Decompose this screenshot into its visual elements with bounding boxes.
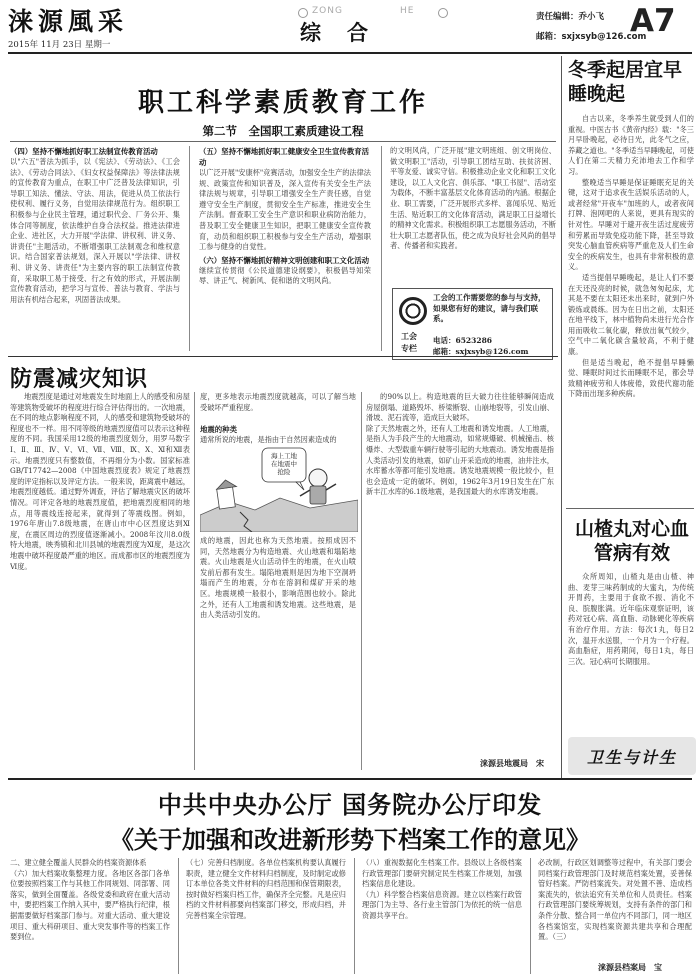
figure-title: 地震的种类 — [200, 425, 237, 434]
article-title: 防震减灾知识 — [10, 366, 149, 392]
divider — [10, 141, 556, 142]
article-column — [10, 392, 190, 772]
article-title: 冬季起居宜早睡晚起 — [568, 59, 683, 105]
body-text: 众所周知，山楂丸是由山楂、神曲、麦芽三味药制成的大蜜丸，为传统开胃药，主要用于食欲不振、消化不良、脘腹胀满。近年临床观察证明，该药对冠心病、高血脂、动脉硬化等疾病有治疗作用。方法：每次1丸，每日2次，温开水送服，一个月为一个疗程。高血脂症，用药期间，每日1丸，每日三次。冠心病可长期服用。 — [568, 572, 694, 666]
body-text: 继续宣传贯彻《公民道德建设纲要》，积极倡导知荣辱、讲正气、树新风、促和谐的文明风尚。 — [199, 265, 371, 286]
section-title: 综合 — [300, 20, 394, 45]
body-text: 地震烈度是通过对地震发生时地面上人的感受和房屋等建筑物受破坏的程度进行综合评估得出的。一次地震，在不同的地点影响程度不同，人的感受和建筑物受破坏的程度也不一样。用不同等级的地震烈度值可以表示这种程度的不同。我国采用12级的地震烈度划分，用罗马数字Ⅰ、Ⅱ、Ⅲ、Ⅳ、Ⅴ、Ⅵ、Ⅶ、Ⅷ、Ⅸ、Ⅹ、Ⅺ和Ⅻ表示。地震烈度只有整数值，不再细分为小数。国家标准GB/T17742—2008《中国地震烈度表》规定了地震烈度的评定指标以及评定方法。一般来说，距离震中越远，地震烈度越低。通过野外调查，评估了解地震灾区的破坏情况。可评定各地的地震烈度值，把地震烈度相同的地点，用等震线连接起来，就得到了等震线图。例如，1976年唐山7.8级地震，在唐山市中心区烈度达到Ⅺ度，在震区周边的烈度值逐渐减小。2008年汶川8.0级特大地震，映秀镇和北川县城的地震烈度为Ⅺ度，是这次地震中破坏程度最严重的地区。而成都市区的地震烈度为Ⅵ度。 — [10, 392, 190, 571]
editor-email: 邮箱：sxjxsyb@126.com — [536, 32, 647, 42]
column-rule — [530, 858, 531, 974]
body-text: 整晚适当早睡是保证睡眠充足的关键，这对于追求夜生活娱乐活动的人，或者经常"开夜车"加班的人，或者夜间打牌、泡网吧的人来说，更具有现实的针对性。早睡对于避开夜生活过度疲劳和劳累而导致免疫功能下降，甚至导致突发心脑血管疾病等严重危及人们生命安全的疾病发生，也具有非常积极的意义。 — [568, 177, 694, 272]
ad-email: 邮箱：sxjxsyb@126.com — [433, 347, 529, 356]
health-section-banner: 卫生与计生 — [568, 737, 696, 775]
ad-message: 工会的工作需要您的参与与支持，如果您有好的建议，请与我们联系。 — [433, 293, 546, 323]
section-heading: （六）坚持不懈地抓好精神文明创建和职工文化活动 — [199, 255, 369, 265]
header-ornament — [438, 8, 448, 18]
article-column — [366, 392, 554, 754]
column-rule — [561, 56, 562, 778]
column-rule — [178, 858, 179, 974]
body-text: （七）完善归档制度。各单位档案机构要认真履行职责，建立健全文件材料归档制度，及时制定或修订本单位各类文件材料的归档范围和保管期限表，按时做好档案归档工作，确保齐全完整。凡是应归档的文件材料都要向档案部门移交，形成归档，并完善档案全宗管理。 — [186, 858, 346, 920]
ad-label: 专栏 — [401, 343, 417, 353]
article-column — [199, 146, 371, 351]
body-text: 以"六五"普法为抓手，以《宪法》、《劳动法》、《工会法》、《劳动合同法》、《妇女权益保障法》等法律法规的宣传教育为重点，在职工中广泛普及法律知识，引导职工知法、懂法、守法、用法，促进从员工依法行使权利、履行义务，自觉用法律规范行为。组织职工积极参与企业民主管理，通过职代会、厂务公开、集体合同等制度，依法维护自身合法权益。推进法律进企业、进社区，大力开展"学法律、讲权利、讲义务、讲责任"主题活动，不断增强职工法制观念和维权意识。结合国家普法规划，深入开展以"学法律、讲权利、讲义务、讲责任"为主要内容的职工法制宣传教育，采取职工易于接受、行之有效的形式，开展法制宣传教育活动，把学习与宣传、普法与教育、学法与用法有机结合起来，巩固普法成果。 — [10, 157, 180, 304]
body-text: 度，更多地表示地震烈度就越高，可以了解当地受破坏严重程度。 — [200, 392, 356, 412]
article-column — [568, 572, 694, 732]
body-text: 的90%以上。构造地震的巨大破力往往能够瞬间造成房屋倒塌、道路毁坏、桥梁断裂、山崩地裂等，引发山崩、滑坡、泥石流等，造成巨大破坏。 除了天然地震之外，还有人工地震和诱发地震。人工地震，是指人为手段产生的大地震动，如常规爆破、机械撞击、核爆炸、大型载重车辆行驶等引起的大地震动。诱发地震是指人类活动引发的地震，如矿山开采造成的地震，油井注水，水库蓄水等都可能引发地震。诱发地震规模一般比较小，但也会造成一定的破坏。例如，1962年3月19日发生在广东新丰江水库的6.1级地震，是我国最大的水库诱发地震。 — [366, 392, 554, 497]
divider — [8, 356, 558, 357]
section-heading: （五）坚持不懈地抓好职工健康安全卫生宣传教育活动 — [199, 147, 369, 167]
column-rule — [354, 858, 355, 974]
ad-label: 工会 — [401, 331, 417, 341]
article-title: 《关于加强和改进新形势下档案工作的意见》 — [110, 825, 590, 854]
article-column — [186, 858, 346, 974]
section-pinyin-left: ZONG — [312, 6, 343, 16]
body-text: （八）重视数据化生档案工作。县级以上各级档案行政管理部门要研究制定民生档案工作规划，加强档案信息化建设。 （九）科学整合档案信息资源。建立以档案行政管理部门为主导、各行业主管部门为依托的统一信息资源共享平台。 — [362, 858, 522, 920]
body-text: 必改制，行政区划调整等过程中，有关部门要会同档案行政管理部门及时规范档案处置，妥善保管好档案。严防档案流失。对处置不善、造成档案流失的，依法追究有关单位和人员责任。档案行政管理部门要统筹规划，支持有条件的部门和条件分散、整合同一单位内不同部门，同一地区各档案馆室，实现档案资源共建共享和合理配置。（三） — [538, 858, 692, 942]
body-text: 但是适当晚起，绝不提倡早睡懒觉、睡眠时间过长而睡眠不足，都会导致精神疲劳和人体疲倦，致使代谢功能下降而出现多种疾病。 — [568, 357, 694, 399]
body-text: 以广泛开展"安康杯"竞赛活动，加强安全生产的法律法规、政策宣传和知识普及，深入宣传有关安全生产法律法规与规章，引导职工增强安全生产责任感，自觉遵守安全生产制度，贯彻安全生产标准，推进安全生产法制。督查职工安全生产意识和职业病防治能力，普及职工安全健康卫生知识，把职工健康安全宣传教育，动员和组织职工积极参与安全生产活动，增强职工参与健身的自觉性。 — [199, 168, 371, 252]
article-column — [538, 858, 692, 954]
article-column — [200, 536, 356, 772]
body-text: 二、建立健全覆盖人民群众的档案资源体系 （六）加大档案收集整理力度。各地区各部门各单位要按照档案工作与其他工作同规划、同部署、同落实，做到全面覆盖。各级党委和政府在重大活动中，要把档案工作纳入其中，要严格执行纪律，根据需要做好档案部门参与。对重大活动、重大建设项目、重大科研项目、重大突发事件等的档案工作要到位。 — [10, 858, 170, 942]
article-column — [10, 146, 180, 351]
divider — [8, 778, 692, 780]
byline: 涞源县地震局 宋 — [480, 758, 544, 768]
article-subtitle: 第二节 全国职工素质建设工程 — [202, 124, 364, 138]
article-column — [362, 858, 522, 974]
column-rule — [381, 146, 382, 351]
illustration-speech-bubble: 海上工地 在地震中 抢险 — [271, 452, 297, 476]
section-pinyin-right: HE — [400, 6, 415, 16]
article-column — [568, 114, 694, 502]
article-title: 职工科学素质教育工作 — [137, 88, 428, 118]
masthead: 涞源風采 — [8, 7, 129, 36]
column-rule — [194, 392, 195, 770]
body-text: 自古以来，冬季养生就受到人们的重视。中医古书《黄帝内经》载："冬三月早卧晚起，必待日光，此冬气之应，养藏之道也。"冬季适当早睡晚起，可使人们在第二天精力充沛地去工作和学习。 — [568, 114, 694, 176]
body-text: 的文明风尚，广泛开展"建文明班组、创文明岗位、做文明职工"活动，引导职工团结互助、扶贫济困、平等友爱、诚实守信。积极推动企业文化和职工文化建设，以工人文化宫、俱乐部、"职工书屋"、活动室为载体，不断丰富基层文化体育活动的内涵。根据企业、职工需要，广泛开展形式多样、喜闻乐见、贴近生活、贴近职工的文化体育活动，满足职工日益增长的精神文化需求。积极组织职工志愿服务活动，不断壮大职工志愿者队伍，使之成为良好社会风尚的倡导者、传播者和实践者。 — [390, 146, 556, 251]
article-title: 中共中央办公厅 国务院办公厅印发 — [157, 790, 543, 819]
article-title: 山楂丸对心血管病有效 — [574, 518, 689, 564]
publication-date: 2015年 11月 23日 星期一 — [8, 40, 111, 50]
body-text: 成的地震，因此也称为天然地震。按照成因不同，天然地震分为构造地震、火山地震和塌陷地震。火山地震是火山活动伴生的地震，在火山喷发前后都有发生。塌陷地震则是因为地下空洞坍塌而产生的地震，分布在溶洞和煤矿开采的地区。地震规模一般很小，影响范围也较小。除此之外，还有人工地震和诱发地震。这些地震，是由人类活动引发的。 — [200, 536, 356, 620]
ad-phone: 电话：6523286 — [433, 336, 493, 345]
section-heading: （四）坚持不懈地抓好职工法制宣传教育活动 — [10, 147, 158, 156]
body-text: 适当提倡早睡晚起，是让人们不要在天还没亮的时候，就急匆匆起床，尤其是不要在太阳还未出来时，就到户外锻炼或晨练。因为在日出之前，太阳还在地平线下，林中植物尚未进行光合作用而吸收二氧化碳，释放出氧气较少，空气中二氧化碳含量较高，不利于健康。 — [568, 272, 694, 357]
page-number: A7 — [630, 3, 676, 39]
article-column — [10, 858, 170, 974]
column-rule — [361, 392, 362, 770]
divider — [566, 508, 694, 509]
header-rule — [8, 52, 692, 54]
article-column — [390, 146, 556, 282]
responsible-editor: 责任编辑：乔小飞 — [536, 12, 605, 22]
byline: 涞源县档案局 宝 — [598, 962, 662, 972]
column-rule — [189, 146, 190, 351]
figure-caption: 通常所说的地震，是指由于自然因素造成的 — [200, 435, 337, 444]
union-logo-icon — [399, 297, 427, 325]
union-column-ad — [392, 288, 553, 360]
